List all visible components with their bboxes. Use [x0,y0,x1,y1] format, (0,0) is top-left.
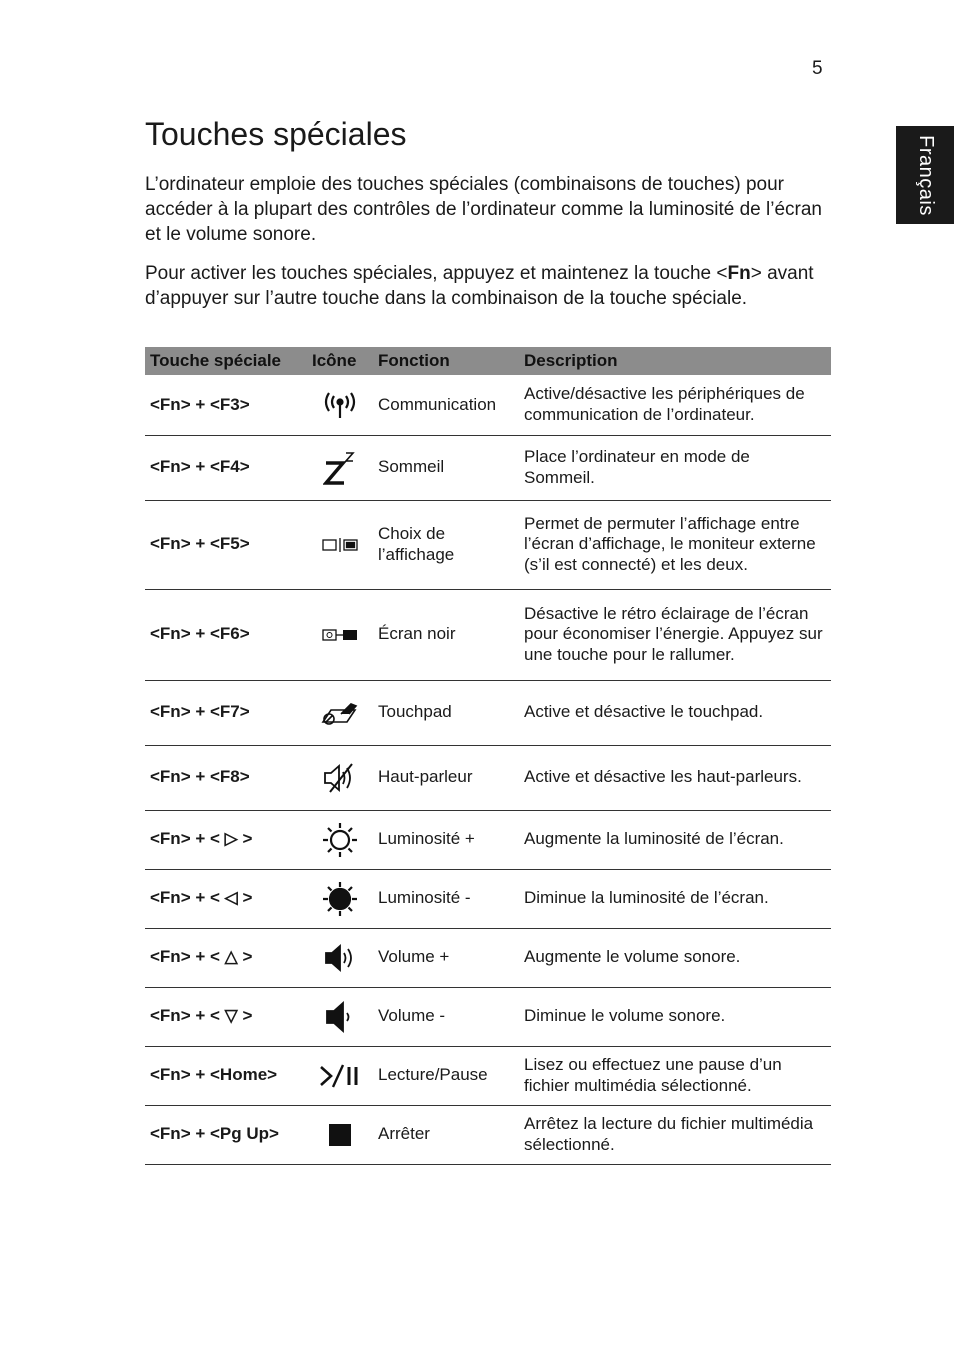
table-row [145,987,831,1046]
table-row [145,745,831,810]
row-description: Augmente la luminosité de l’écran. [519,810,831,869]
table-row [145,1046,831,1105]
activation-text-start: Pour activer les touches spéciales, appuyez et maintenez la touche < [145,263,728,284]
page-number: 5 [812,58,823,79]
activation-text-end: > avant d’appuyer sur l’autre touche dans la combinaison de la touche spéciale. [145,263,814,309]
header-key: Touche spéciale [145,347,307,375]
page-title: Touches spéciales [145,116,407,152]
row-function: Luminosité + [373,810,519,869]
table-row [145,680,831,745]
row-key: <Fn> + <F5> [145,500,307,589]
row-key: <Fn> + < △ > [145,928,307,987]
header-function: Fonction [373,347,519,375]
header-description: Description [519,347,831,375]
volume-up-icon [323,943,357,973]
touchpad-toggle-icon [321,700,359,726]
row-key: <Fn> + <F3> [145,375,307,435]
special-keys-table [145,347,831,1165]
row-description: Augmente le volume sonore. [519,928,831,987]
row-key: <Fn> + <F7> [145,680,307,745]
sleep-icon [323,450,357,486]
row-key: <Fn> + <F4> [145,435,307,500]
speaker-mute-icon [322,762,358,794]
language-tab [896,126,954,224]
row-function: Arrêter [373,1105,519,1164]
intro-paragraph: L’ordinateur emploie des touches spéciales (combinaisons de touches) pour accéder à la plupart des contrôles de l’ordinateur comme la luminosité de l’écran et le volume sonore. [145,174,822,245]
table-row [145,810,831,869]
row-key: <Fn> + <Pg Up> [145,1105,307,1164]
row-description: Diminue le volume sonore. [519,987,831,1046]
brightness-down-icon [321,880,359,918]
row-description: Active/désactive les périphériques de communication de l’ordinateur. [519,375,831,435]
row-function: Touchpad [373,680,519,745]
row-description: Désactive le rétro éclairage de l’écran pour économiser l’énergie. Appuyez sur une touche pour le rallumer. [519,589,831,680]
table-row [145,435,831,500]
row-description: Active et désactive le touchpad. [519,680,831,745]
activation-paragraph [145,261,835,311]
row-function: Choix de l’affichage [373,500,519,589]
screen-blank-icon [321,627,359,643]
table-row [145,928,831,987]
display-toggle-icon [321,536,359,554]
play-pause-icon [318,1063,362,1089]
row-function: Écran noir [373,589,519,680]
row-function: Haut-parleur [373,745,519,810]
wireless-communication-icon [322,390,358,420]
row-key: <Fn> + <Home> [145,1046,307,1105]
row-key: <Fn> + < ▽ > [145,987,307,1046]
row-function: Volume + [373,928,519,987]
row-function: Communication [373,375,519,435]
row-key: <Fn> + <F8> [145,745,307,810]
table-row [145,1105,831,1164]
row-description: Place l’ordinateur en mode de Sommeil. [519,435,831,500]
table-row [145,375,831,435]
row-description: Lisez ou effectuez une pause d’un fichier multimédia sélectionné. [519,1046,831,1105]
table-header-row [145,347,831,375]
row-function: Sommeil [373,435,519,500]
row-description: Active et désactive les haut-parleurs. [519,745,831,810]
language-tab-label: Français [914,134,937,216]
row-description: Diminue la luminosité de l’écran. [519,869,831,928]
row-key: <Fn> + <F6> [145,589,307,680]
table-row [145,589,831,680]
row-key: <Fn> + < ◁ > [145,869,307,928]
row-key: <Fn> + < ▷ > [145,810,307,869]
row-description: Permet de permuter l’affichage entre l’écran d’affichage, le moniteur externe (s’il est connecté) et les deux. [519,500,831,589]
row-function: Volume - [373,987,519,1046]
fn-key-label: Fn [727,263,751,284]
volume-down-icon [323,1000,357,1034]
row-function: Lecture/Pause [373,1046,519,1105]
row-function: Luminosité - [373,869,519,928]
stop-icon [327,1122,353,1148]
table-row [145,500,831,589]
brightness-up-icon [321,821,359,859]
header-icon: Icône [307,347,373,375]
row-description: Arrêtez la lecture du fichier multimédia sélectionné. [519,1105,831,1164]
table-row [145,869,831,928]
